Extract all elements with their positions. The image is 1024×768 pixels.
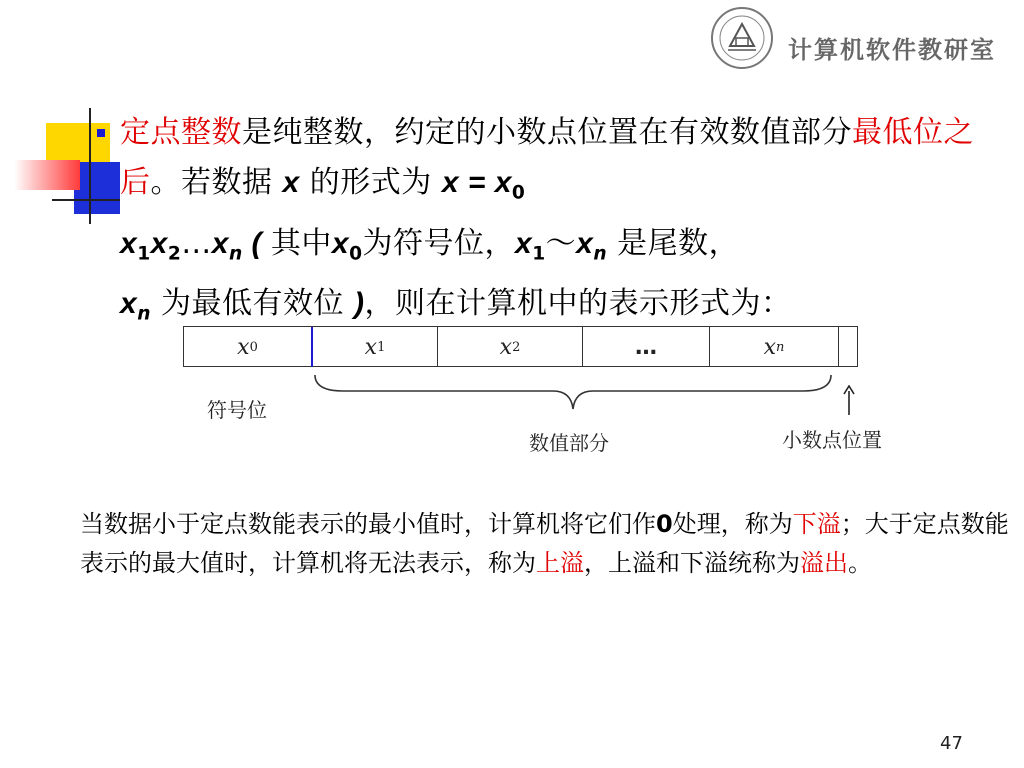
- university-seal-icon: [710, 6, 774, 70]
- term-overflow: 溢出: [800, 549, 848, 577]
- term-lowest-bit: 最低位之后: [120, 115, 974, 200]
- decor-line-vertical: [89, 108, 91, 224]
- arrow-up-icon: [842, 385, 856, 417]
- term-overflow-upper: 上溢: [536, 549, 584, 577]
- page-number: 47: [940, 733, 963, 754]
- sign-bit-label: 符号位: [207, 398, 267, 422]
- paragraph-overflow: 当数据小于定点数能表示的最小值时，计算机将它们作0处理，称为下溢；大于定点数能表示的最大值时，计算机将无法表示，称为上溢，上溢和下溢统称为溢出。: [80, 510, 1009, 577]
- term-fixed-point-integer: 定点整数: [120, 115, 242, 150]
- point-position-label: 小数点位置: [782, 428, 882, 452]
- decor-square-blue: [74, 162, 120, 214]
- header-logo: [700, 0, 1024, 88]
- term-underflow: 下溢: [792, 510, 841, 538]
- cell-x0: x 0: [237, 334, 258, 360]
- decor-bar-red: [14, 160, 80, 190]
- cell-x1: x 1: [364, 334, 386, 360]
- logo-text: 计算机软件教研室: [788, 36, 996, 64]
- cell-ellipsis: …: [635, 334, 657, 360]
- value-brace: [313, 373, 833, 413]
- bullet-square: [97, 129, 105, 137]
- cell-x2: x 2: [499, 334, 521, 360]
- decor-line-horizontal: [52, 199, 120, 201]
- value-part-label: 数值部分: [529, 431, 609, 455]
- cell-xn: x n: [763, 334, 785, 360]
- paragraph-fixed-point-integer: 定点整数是纯整数，约定的小数点位置在有效数值部分最低位之后。若数据 x 的形式为 $x = x_0$ $x_1x_2\dots x_n$ ( 其中$x_0$为符号位，$x_1\sim x_n$ 是尾数， $x_n$ 为最低有效位 )，则在计算机中的表示形式为：: [120, 115, 974, 325]
- divider-5: [838, 327, 839, 367]
